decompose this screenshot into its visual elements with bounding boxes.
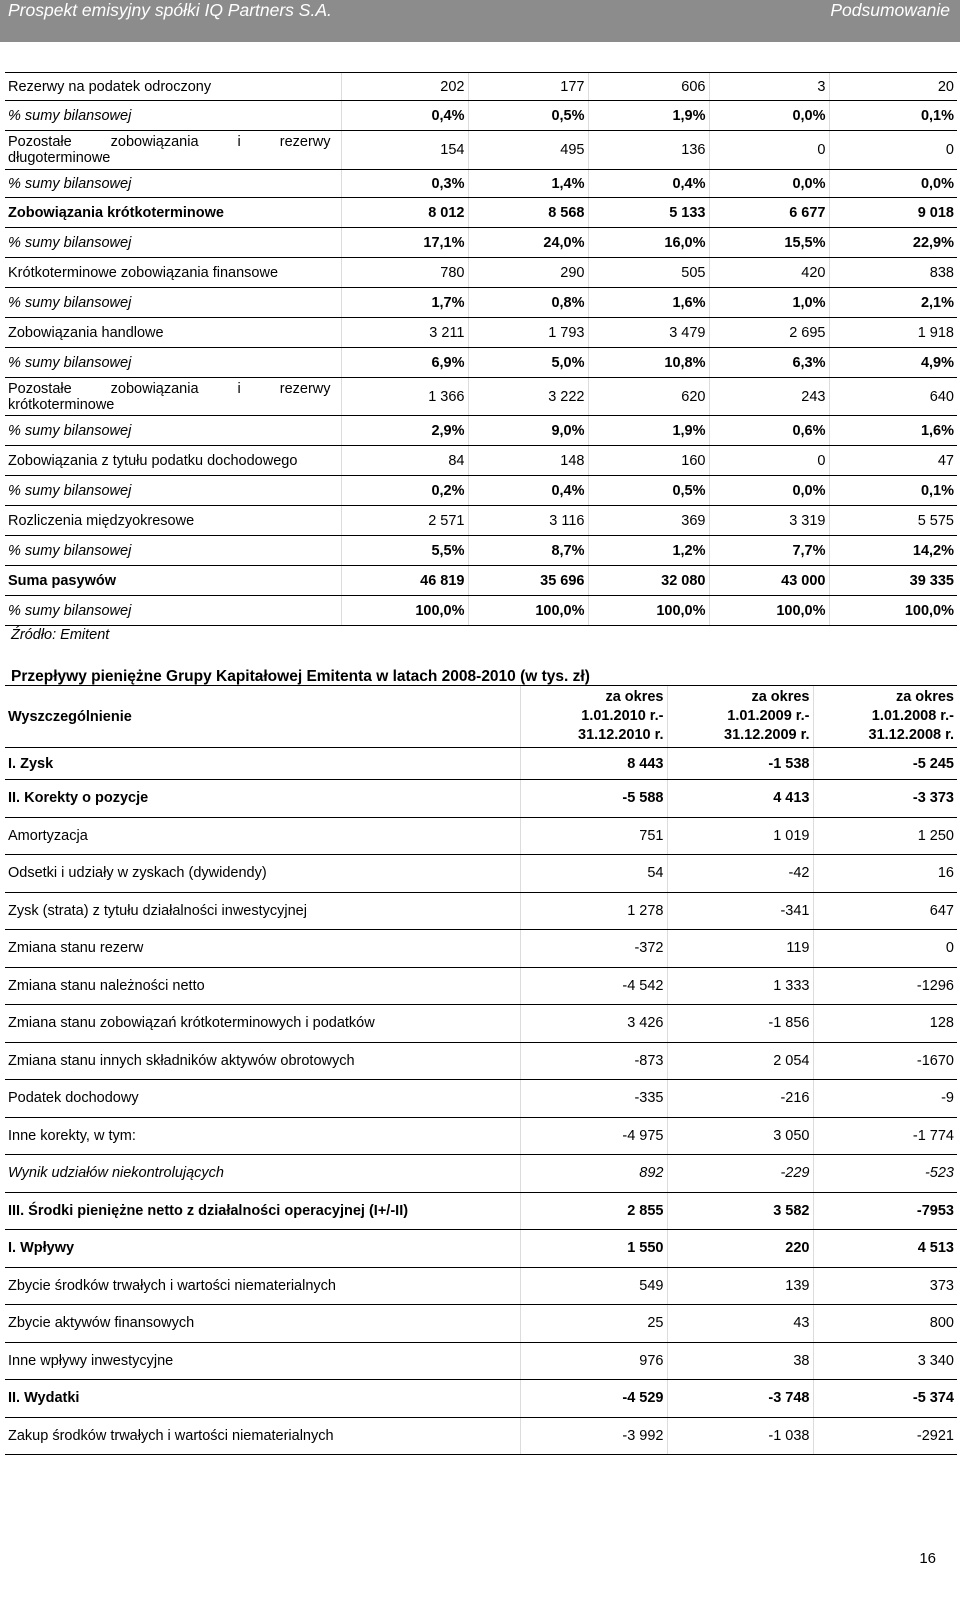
table-row (5, 198, 957, 228)
cell-value: -42 (667, 855, 813, 893)
cell-value: -1 774 (813, 1117, 957, 1155)
table-row (5, 506, 957, 536)
row-label: III. Środki pieniężne netto z działalności operacyjnej (I+/-II) (5, 1192, 520, 1230)
cell-value: 838 (829, 258, 957, 288)
cell-value: 0,0% (829, 170, 957, 198)
cell-value: -4 542 (520, 967, 667, 1005)
cell-value: 2,9% (341, 416, 468, 446)
row-label: % sumy bilansowej (5, 476, 341, 506)
cell-value: 5 133 (588, 198, 709, 228)
cell-value: 1 793 (468, 318, 588, 348)
cell-value: -229 (667, 1155, 813, 1193)
row-label: Zobowiązania handlowe (5, 318, 341, 348)
table-row (5, 1080, 957, 1118)
table-row (5, 817, 957, 855)
cell-value: 0 (709, 131, 829, 170)
cell-value: 4 513 (813, 1230, 957, 1268)
row-label: % sumy bilansowej (5, 101, 341, 131)
table-row (5, 855, 957, 893)
cell-value: 1 250 (813, 817, 957, 855)
cell-value: 3 582 (667, 1192, 813, 1230)
table-row (5, 446, 957, 476)
cell-value: 5,5% (341, 536, 468, 566)
cell-value: 8 443 (520, 748, 667, 780)
table-row (5, 930, 957, 968)
row-label: % sumy bilansowej (5, 228, 341, 258)
row-label: Amortyzacja (5, 817, 520, 855)
row-label: Podatek dochodowy (5, 1080, 520, 1118)
cell-value: 3 050 (667, 1117, 813, 1155)
cell-value: 1,0% (709, 288, 829, 318)
header-period-2008: za okres 1.01.2008 r.- 31.12.2008 r. (813, 686, 957, 748)
cell-value: 0,4% (588, 170, 709, 198)
cell-value: 39 335 (829, 566, 957, 596)
cell-value: 3 222 (468, 378, 588, 416)
cell-value: 290 (468, 258, 588, 288)
cell-value: 640 (829, 378, 957, 416)
document-title: Prospekt emisyjny spółki IQ Partners S.A. (8, 0, 332, 20)
cell-value: -9 (813, 1080, 957, 1118)
cell-value: 1,9% (588, 416, 709, 446)
cell-value: 1,4% (468, 170, 588, 198)
cell-value: 2 855 (520, 1192, 667, 1230)
cell-value: -5 374 (813, 1380, 957, 1418)
cell-value: 1 550 (520, 1230, 667, 1268)
section-title: Podsumowanie (830, 0, 950, 20)
cell-value: 0,6% (709, 416, 829, 446)
cell-value: 5 575 (829, 506, 957, 536)
cell-value: 8,7% (468, 536, 588, 566)
cell-value: -7953 (813, 1192, 957, 1230)
table-row (5, 416, 957, 446)
cell-value: 0,8% (468, 288, 588, 318)
cell-value: -5 588 (520, 780, 667, 818)
cell-value: 8 012 (341, 198, 468, 228)
cell-value: 6,9% (341, 348, 468, 378)
row-label: Zakup środków trwałych i wartości niematerialnych (5, 1417, 520, 1455)
cell-value: 84 (341, 446, 468, 476)
cell-value: 0 (813, 930, 957, 968)
cell-value: 892 (520, 1155, 667, 1193)
row-label: Suma pasywów (5, 566, 341, 596)
cell-value: 3 319 (709, 506, 829, 536)
cell-value: -4 529 (520, 1380, 667, 1418)
table-row (5, 318, 957, 348)
cell-value: -3 992 (520, 1417, 667, 1455)
table-row (5, 566, 957, 596)
table-row (5, 536, 957, 566)
row-label: Rezerwy na podatek odroczony (5, 73, 341, 101)
cell-value: 0,0% (709, 170, 829, 198)
cell-value: 0,1% (829, 476, 957, 506)
cell-value: 3 479 (588, 318, 709, 348)
cell-value: 2 054 (667, 1042, 813, 1080)
row-label: % sumy bilansowej (5, 288, 341, 318)
cell-value: 100,0% (341, 596, 468, 626)
cell-value: -1670 (813, 1042, 957, 1080)
cell-value: 119 (667, 930, 813, 968)
balance-sheet-liabilities-table (5, 72, 957, 626)
row-label: Pozostałe zobowiązania i rezerwy krótkoterminowe (5, 378, 341, 416)
table-row (5, 1380, 957, 1418)
cell-value: 5,0% (468, 348, 588, 378)
row-label: Zobowiązania z tytułu podatku dochodowego (5, 446, 341, 476)
cell-value: -5 245 (813, 748, 957, 780)
table-row (5, 348, 957, 378)
cell-value: 160 (588, 446, 709, 476)
cell-value: 0,3% (341, 170, 468, 198)
cell-value: 495 (468, 131, 588, 170)
cell-value: 136 (588, 131, 709, 170)
cell-value: -4 975 (520, 1117, 667, 1155)
row-label: Krótkoterminowe zobowiązania finansowe (5, 258, 341, 288)
cell-value: 751 (520, 817, 667, 855)
table-row (5, 748, 957, 780)
table-row (5, 378, 957, 416)
table-row (5, 1042, 957, 1080)
cell-value: 128 (813, 1005, 957, 1043)
table-row (5, 596, 957, 626)
cell-value: 154 (341, 131, 468, 170)
cell-value: 35 696 (468, 566, 588, 596)
cell-value: -2921 (813, 1417, 957, 1455)
cell-value: 1 366 (341, 378, 468, 416)
table-row (5, 1005, 957, 1043)
cell-value: 1,6% (829, 416, 957, 446)
cell-value: 606 (588, 73, 709, 101)
cell-value: 780 (341, 258, 468, 288)
page-number: 16 (919, 1550, 936, 1567)
row-label: Zobowiązania krótkoterminowe (5, 198, 341, 228)
cell-value: -1 038 (667, 1417, 813, 1455)
cell-value: 9 018 (829, 198, 957, 228)
cell-value: 24,0% (468, 228, 588, 258)
cell-value: 0,2% (341, 476, 468, 506)
cell-value: 0 (709, 446, 829, 476)
cell-value: 373 (813, 1267, 957, 1305)
cell-value: 1,2% (588, 536, 709, 566)
table-row (5, 1305, 957, 1343)
row-label: Zmiana stanu rezerw (5, 930, 520, 968)
row-label: Inne wpływy inwestycyjne (5, 1342, 520, 1380)
cell-value: 25 (520, 1305, 667, 1343)
cell-value: 20 (829, 73, 957, 101)
header-period-2009: za okres 1.01.2009 r.- 31.12.2009 r. (667, 686, 813, 748)
cashflow-table (5, 685, 957, 1455)
cell-value: 800 (813, 1305, 957, 1343)
cell-value: 2,1% (829, 288, 957, 318)
cell-value: 17,1% (341, 228, 468, 258)
cell-value: 0,4% (341, 101, 468, 131)
table-row (5, 1342, 957, 1380)
table-row (5, 101, 957, 131)
table-row (5, 1117, 957, 1155)
cell-value: -3 748 (667, 1380, 813, 1418)
cell-value: -341 (667, 892, 813, 930)
table-row (5, 476, 957, 506)
cell-value: -372 (520, 930, 667, 968)
table-row (5, 131, 957, 170)
cell-value: 2 571 (341, 506, 468, 536)
cell-value: -873 (520, 1042, 667, 1080)
row-label: Zbycie aktywów finansowych (5, 1305, 520, 1343)
cell-value: 100,0% (829, 596, 957, 626)
cell-value: 9,0% (468, 416, 588, 446)
cell-value: 100,0% (709, 596, 829, 626)
cell-value: 54 (520, 855, 667, 893)
table-row (5, 780, 957, 818)
row-label: % sumy bilansowej (5, 170, 341, 198)
cell-value: 8 568 (468, 198, 588, 228)
cell-value: 177 (468, 73, 588, 101)
cell-value: 15,5% (709, 228, 829, 258)
row-label: Pozostałe zobowiązania i rezerwy długoterminowe (5, 131, 341, 170)
cell-value: -3 373 (813, 780, 957, 818)
cell-value: 2 695 (709, 318, 829, 348)
cell-value: 1,7% (341, 288, 468, 318)
table-row (5, 1417, 957, 1455)
cell-value: 3 211 (341, 318, 468, 348)
cell-value: 43 (667, 1305, 813, 1343)
cell-value: 0,5% (468, 101, 588, 131)
cell-value: 3 116 (468, 506, 588, 536)
table-row (5, 1230, 957, 1268)
table-row (5, 228, 957, 258)
cell-value: 7,7% (709, 536, 829, 566)
header-label: Wyszczególnienie (5, 686, 520, 748)
cell-value: -523 (813, 1155, 957, 1193)
cell-value: 4,9% (829, 348, 957, 378)
cell-value: 3 340 (813, 1342, 957, 1380)
cell-value: 100,0% (468, 596, 588, 626)
row-label: Rozliczenia międzyokresowe (5, 506, 341, 536)
cell-value: 0,5% (588, 476, 709, 506)
cell-value: 6 677 (709, 198, 829, 228)
table-row (5, 967, 957, 1005)
table-row (5, 1192, 957, 1230)
row-label: I. Wpływy (5, 1230, 520, 1268)
cell-value: 3 (709, 73, 829, 101)
cell-value: -1 538 (667, 748, 813, 780)
cell-value: 1 918 (829, 318, 957, 348)
row-label: Zmiana stanu należności netto (5, 967, 520, 1005)
cell-value: 3 426 (520, 1005, 667, 1043)
cell-value: 1,6% (588, 288, 709, 318)
cell-value: 32 080 (588, 566, 709, 596)
cell-value: 505 (588, 258, 709, 288)
cell-value: 243 (709, 378, 829, 416)
cell-value: 976 (520, 1342, 667, 1380)
cell-value: -1 856 (667, 1005, 813, 1043)
header-period-2010: za okres 1.01.2010 r.- 31.12.2010 r. (520, 686, 667, 748)
row-label: % sumy bilansowej (5, 348, 341, 378)
cell-value: -1296 (813, 967, 957, 1005)
cell-value: 1,9% (588, 101, 709, 131)
cashflow-table-title: Przepływy pieniężne Grupy Kapitałowej Emitenta w latach 2008-2010 (w tys. zł) (11, 668, 590, 685)
cell-value: 420 (709, 258, 829, 288)
cell-value: 0,0% (709, 476, 829, 506)
cell-value: 620 (588, 378, 709, 416)
cell-value: 202 (341, 73, 468, 101)
cell-value: 6,3% (709, 348, 829, 378)
table-row (5, 892, 957, 930)
row-label: II. Wydatki (5, 1380, 520, 1418)
cell-value: -335 (520, 1080, 667, 1118)
cell-value: 46 819 (341, 566, 468, 596)
source-note: Źródło: Emitent (11, 627, 110, 643)
cell-value: 0,4% (468, 476, 588, 506)
cell-value: 220 (667, 1230, 813, 1268)
row-label: Wynik udziałów niekontrolujących (5, 1155, 520, 1193)
cell-value: 4 413 (667, 780, 813, 818)
row-label: Zbycie środków trwałych i wartości niematerialnych (5, 1267, 520, 1305)
table-row (5, 288, 957, 318)
row-label: Zmiana stanu innych składników aktywów obrotowych (5, 1042, 520, 1080)
row-label: Odsetki i udziały w zyskach (dywidendy) (5, 855, 520, 893)
cell-value: 549 (520, 1267, 667, 1305)
cell-value: 647 (813, 892, 957, 930)
cell-value: -216 (667, 1080, 813, 1118)
row-label: % sumy bilansowej (5, 536, 341, 566)
row-label: % sumy bilansowej (5, 416, 341, 446)
cell-value: 47 (829, 446, 957, 476)
table-row (5, 73, 957, 101)
cashflow-header-row (5, 686, 957, 748)
table-row (5, 170, 957, 198)
page-header (0, 0, 960, 42)
row-label: I. Zysk (5, 748, 520, 780)
row-label: Inne korekty, w tym: (5, 1117, 520, 1155)
cell-value: 148 (468, 446, 588, 476)
cell-value: 22,9% (829, 228, 957, 258)
row-label: % sumy bilansowej (5, 596, 341, 626)
cell-value: 369 (588, 506, 709, 536)
row-label: Zysk (strata) z tytułu działalności inwestycyjnej (5, 892, 520, 930)
cell-value: 16,0% (588, 228, 709, 258)
cell-value: 0,0% (709, 101, 829, 131)
cell-value: 10,8% (588, 348, 709, 378)
cell-value: 38 (667, 1342, 813, 1380)
table-row (5, 258, 957, 288)
cell-value: 100,0% (588, 596, 709, 626)
row-label: II. Korekty o pozycje (5, 780, 520, 818)
table-row (5, 1155, 957, 1193)
row-label: Zmiana stanu zobowiązań krótkoterminowych i podatków (5, 1005, 520, 1043)
table-row (5, 1267, 957, 1305)
cell-value: 0 (829, 131, 957, 170)
cell-value: 14,2% (829, 536, 957, 566)
cell-value: 1 333 (667, 967, 813, 1005)
cell-value: 0,1% (829, 101, 957, 131)
cell-value: 1 278 (520, 892, 667, 930)
cell-value: 16 (813, 855, 957, 893)
cell-value: 139 (667, 1267, 813, 1305)
cell-value: 1 019 (667, 817, 813, 855)
cell-value: 43 000 (709, 566, 829, 596)
